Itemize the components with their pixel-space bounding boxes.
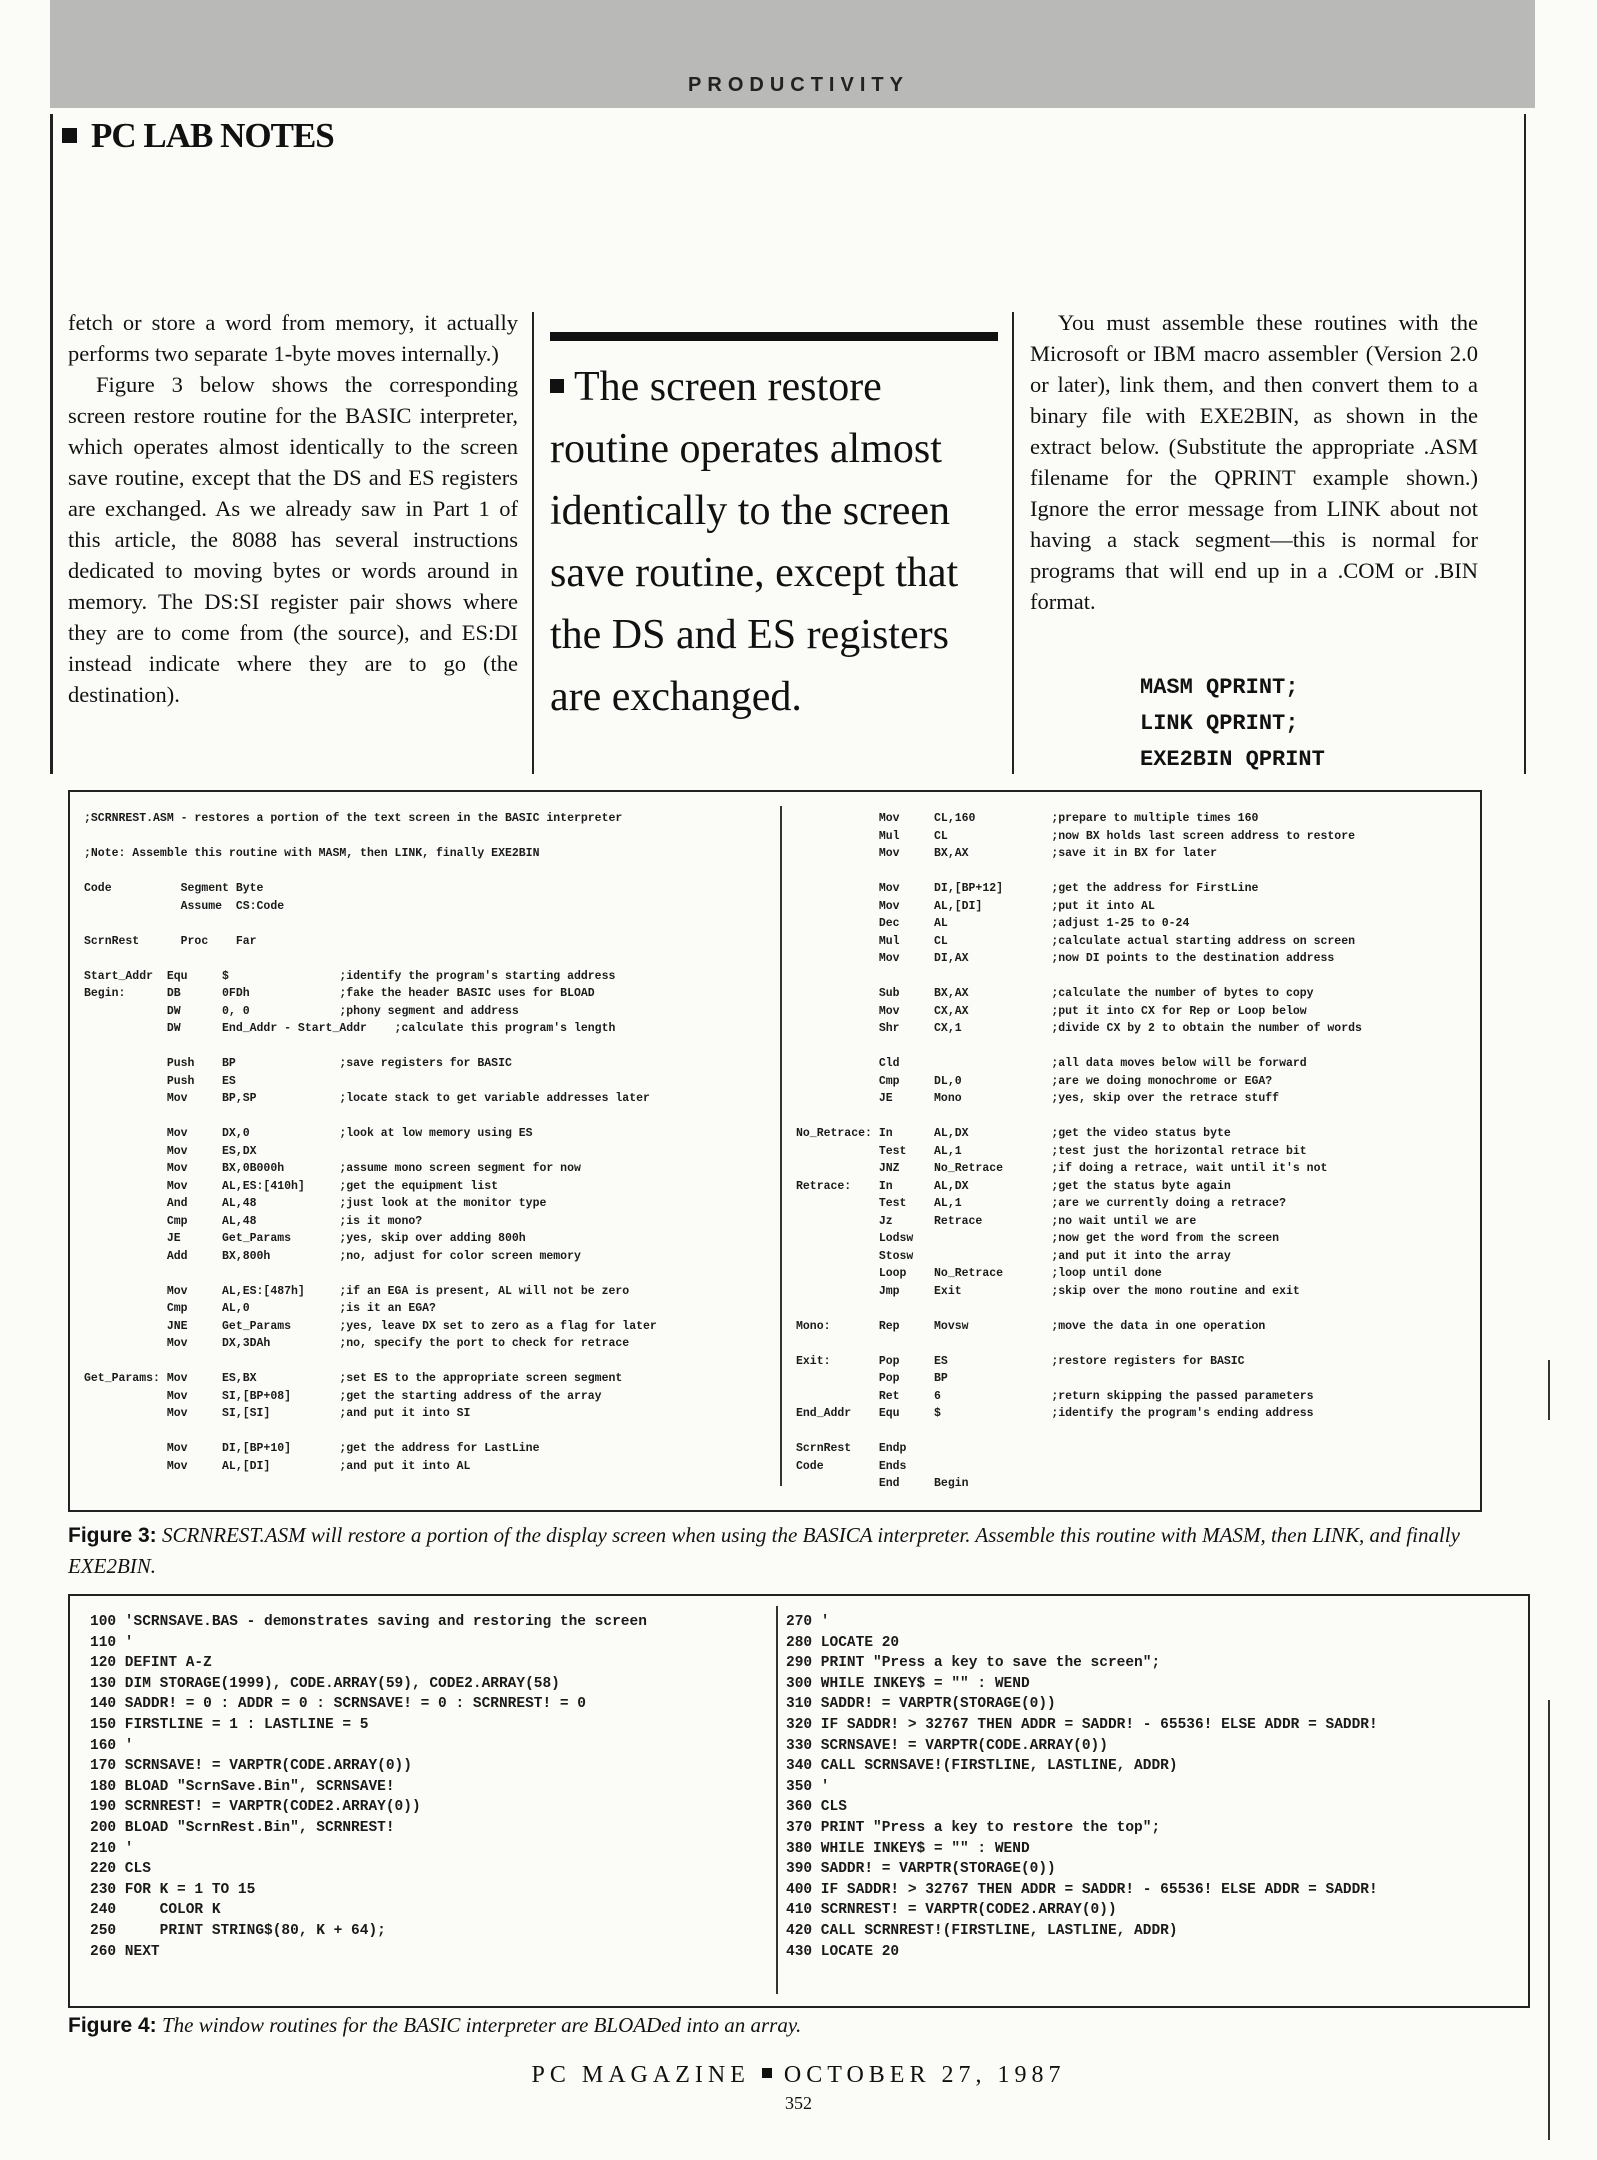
listing-divider: [780, 806, 782, 1486]
margin-mark: [1548, 1700, 1550, 2140]
pullquote: [550, 356, 1000, 728]
figure-3-listing: [68, 790, 1482, 1512]
section-label: PRODUCTIVITY: [688, 74, 909, 96]
page-footer: [0, 2062, 1597, 2089]
bullet-square-icon: [550, 379, 564, 393]
bullet-square-icon: [762, 2068, 772, 2078]
column-title: [62, 116, 334, 156]
magazine-name: PC MAGAZINE: [531, 2062, 750, 2088]
figure-4-caption: [68, 2010, 1488, 2041]
asm-listing-left: ;SCRNREST.ASM - restores a portion of the text screen in the BASIC interpreter ;Note: Assemble this routine with MASM, then LINK, finally EXE2BIN Code Segment Byte Assume CS:Code ScrnRest Proc Far Start_Addr Equ $ ;identify the program's starting address Begin: DB 0FDh ;fake the header BASIC uses for BLOAD DW 0, 0 ;phony segment and address DW End_Addr - Start_Addr ;calculate this program's length Push BP ;save registers for BASIC Push ES Mov BP,SP ;locate stack to get variable addresses later Mov DX,0 ;look at low memory using ES Mov ES,DX Mov BX,0B000h ;assume mono screen segment for now Mov AL,ES:[410h] ;get the equipment list And AL,48 ;just look at the monitor type Cmp AL,48 ;is it mono? JE Get_Params ;yes, skip over adding 800h Add BX,800h ;no, adjust for color screen memory Mov AL,ES:[487h] ;if an EGA is present, AL will not be zero Cmp AL,0 ;is it an EGA? JNE Get_Params ;yes, leave DX set to zero as a flag for later Mov DX,3DAh ;no, specify the port to check for retrace Get_Params: Mov ES,BX ;set ES to the appropriate screen segment Mov SI,[BP+08] ;get the starting address of the array Mov SI,[SI] ;and put it into SI Mov DI,[BP+10] ;get the address for LastLine Mov AL,[DI] ;and put it into AL: [84, 812, 657, 1473]
basic-listing-left: 100 'SCRNSAVE.BAS - demonstrates saving and restoring the screen 110 ' 120 DEFINT A-Z 130 DIM STORAGE(1999), CODE.ARRAY(59), CODE2.ARRAY(58) 140 SADDR! = 0 : ADDR = 0 : SCRNSAVE! = 0 : SCRNREST! = 0 150 FIRSTLINE = 1 : LASTLINE = 5 160 ' 170 SCRNSAVE! = VARPTR(CODE.ARRAY(0)) 180 BLOAD "ScrnSave.Bin", SCRNSAVE! 190 SCRNREST! = VARPTR(CODE2.ARRAY(0)) 200 BLOAD "ScrnRest.Bin", SCRNREST! 210 ' 220 CLS 230 FOR K = 1 TO 15 240 COLOR K 250 PRINT STRING$(80, K + 64); 260 NEXT: [90, 1614, 647, 1960]
asm-listing-right: Mov CL,160 ;prepare to multiple times 160 Mul CL ;now BX holds last screen address to restore Mov BX,AX ;save it in BX for later Mov DI,[BP+12] ;get the address for FirstLine Mov AL,[DI] ;put it into AL Dec AL ;adjust 1-25 to 0-24 Mul CL ;calculate actual starting address on screen Mov DI,AX ;now DI points to the destination address Sub BX,AX ;calculate the number of bytes to copy Mov CX,AX ;put it into CX for Rep or Loop below Shr CX,1 ;divide CX by 2 to obtain the number of words Cld ;all data moves below will be forward Cmp DL,0 ;are we doing monochrome or EGA? JE Mono ;yes, skip over the retrace stuff No_Retrace: In AL,DX ;get the video status byte Test AL,1 ;test just the horizontal retrace bit JNZ No_Retrace ;if doing a retrace, wait until it's not Retrace: In AL,DX ;get the status byte again Test AL,1 ;are we currently doing a retrace? Jz Retrace ;no wait until we are Lodsw ;now get the word from the screen Stosw ;and put it into the array Loop No_Retrace ;loop until done Jmp Exit ;skip over the mono routine and exit Mono: Rep Movsw ;move the data in one operation Exit: Pop ES ;restore registers for BASIC Pop BP Ret 6 ;return skipping the passed parameters End_Addr Equ $ ;identify the program's ending address ScrnRest Endp Code Ends End Begin: [796, 812, 1362, 1490]
margin-mark: [1548, 1360, 1550, 1420]
basic-listing-right: 270 ' 280 LOCATE 20 290 PRINT "Press a key to save the screen"; 300 WHILE INKEY$ = "" : WEND 310 SADDR! = VARPTR(STORAGE(0)) 320 IF SADDR! > 32767 THEN ADDR = SADDR! - 65536! ELSE ADDR = SADDR! 330 SCRNSAVE! = VARPTR(CODE.ARRAY(0)) 340 CALL SCRNSAVE!(FIRSTLINE, LASTLINE, ADDR) 350 ' 360 CLS 370 PRINT "Press a key to restore the top"; 380 WHILE INKEY$ = "" : WEND 390 SADDR! = VARPTR(STORAGE(0)) 400 IF SADDR! > 32767 THEN ADDR = SADDR! - 65536! ELSE ADDR = SADDR! 410 SCRNREST! = VARPTR(CODE2.ARRAY(0)) 420 CALL SCRNREST!(FIRSTLINE, LASTLINE, ADDR) 430 LOCATE 20: [786, 1614, 1378, 1960]
bullet-square-icon: [62, 128, 77, 143]
issue-date: OCTOBER 27, 1987: [783, 2062, 1066, 2088]
pullquote-text: The screen restore routine operates almost identically to the screen save routine, except that the DS and ES registers are exchanged.: [550, 364, 959, 720]
caption-text: The window routines for the BASIC interpreter are BLOADed into an array.: [156, 2013, 802, 2037]
caption-label: Figure 3:: [68, 1524, 157, 1547]
caption-text: SCRNREST.ASM will restore a portion of the display screen when using the BASICA interpreter. Assemble this routine with MASM, then LINK, and finally EXE2BIN.: [68, 1523, 1460, 1578]
article-column-3: [1030, 307, 1478, 617]
pullquote-bar: [550, 332, 998, 341]
paragraph: Figure 3 below shows the corresponding screen restore routine for the BASIC interpreter, which operates almost identically to the screen save routine, except that the DS and ES registers are exchanged. As we already saw in Part 1 of this article, the 8088 has several instructions dedicated to moving bytes or words around in memory. The DS:SI register pair shows where they are to come from (the source), and ES:DI instead indicate where they are to go (the destination).: [68, 372, 518, 707]
column-title-text: PC LAB NOTES: [91, 116, 334, 155]
listing-divider: [776, 1606, 778, 1994]
command-list: MASM QPRINT; LINK QPRINT; EXE2BIN QPRINT: [1140, 675, 1325, 772]
column-rule: [1012, 312, 1014, 774]
right-margin-rule: [1524, 114, 1526, 774]
caption-label: Figure 4:: [68, 2014, 157, 2037]
paragraph: You must assemble these routines with the Microsoft or IBM macro assembler (Version 2.0 or later), link them, and then convert them to a binary file with EXE2BIN, as shown in the extract below. (Substitute the appropriate .ASM filename for the QPRINT example shown.) Ignore the error message from LINK about not having a stack segment—this is normal for programs that will end up in a .COM or .BIN format.: [1030, 310, 1478, 614]
figure-3-caption: [68, 1520, 1488, 1581]
column-rule: [532, 312, 534, 774]
left-margin-rule: [50, 114, 53, 774]
article-column-1: [68, 307, 518, 710]
paragraph: fetch or store a word from memory, it actually performs two separate 1-byte moves internally.): [68, 310, 518, 366]
page-number: 352: [785, 2093, 812, 2113]
figure-4-listing: [68, 1594, 1530, 2008]
